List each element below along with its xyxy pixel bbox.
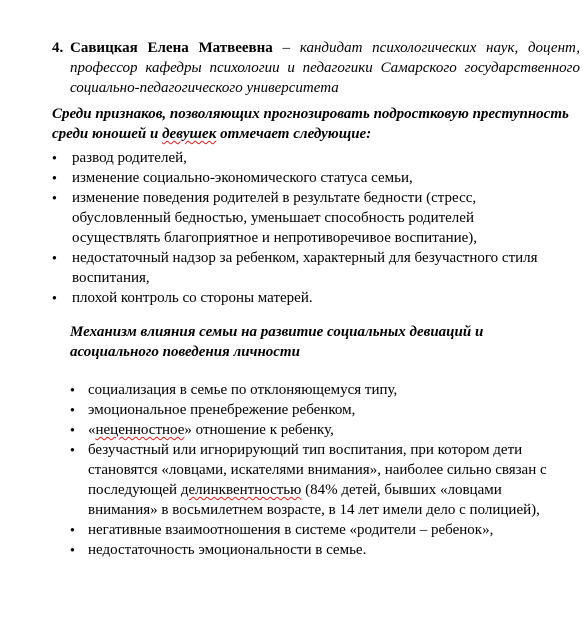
intro-paragraph <box>52 104 580 144</box>
list-item: ● развод родителей, <box>52 148 562 168</box>
list-item: ● плохой контроль со стороны матерей. <box>52 288 562 308</box>
list-item: ● изменение социально-экономического статуса семьи, <box>52 168 562 188</box>
risk-factors-list <box>52 148 562 308</box>
flagged-word: неценностное <box>95 422 185 438</box>
intro-part2: отмечает следующие: <box>216 126 372 142</box>
list-item: ● недостаточность эмоциональности в семье. <box>70 540 570 560</box>
author-name: Савицкая Елена Матвеевна <box>70 40 273 56</box>
intro-flagged-word: девушек <box>162 126 217 142</box>
list-item: ● социализация в семье по отклоняющемуся типу, <box>70 380 570 400</box>
section-heading: Механизм влияния семьи на развитие социальных девиаций и асоциального поведения личности <box>70 324 484 360</box>
list-item-after: (84% детей, бывших «ловцами внимания» в восьмилетнем возрасте, в 14 лет имели дело с полицией), <box>88 482 540 518</box>
quote-open: « <box>88 422 96 438</box>
author-entry-text <box>70 38 580 98</box>
flagged-word: делинквентностью <box>180 482 302 498</box>
mechanism-list <box>70 380 570 560</box>
list-item: ● негативные взаимоотношения в системе «родители – ребенок», <box>70 520 570 540</box>
list-item <box>70 440 570 520</box>
list-item <box>70 420 570 440</box>
intro-part1: Среди признаков, позволяющих прогнозировать подростковую преступность среди юношей и <box>52 106 569 142</box>
author-description: кандидат психологических наук, доцент, профессор кафедры психологии и педагогики Самарского государственного социально-педагогического университета <box>70 40 580 96</box>
list-item-rest: » отношение к ребенку, <box>184 422 334 438</box>
list-item-before: безучастный или игнорирующий тип воспитания, при котором дети становятся «ловцами, искателями внимания», наиболее сильно связан с последующей <box>88 442 547 498</box>
list-item: ● эмоциональное пренебрежение ребенком, <box>70 400 570 420</box>
list-number: 4. <box>52 40 64 56</box>
list-item: ● недостаточный надзор за ребенком, характерный для безучастного стиля воспитания, <box>52 248 562 288</box>
author-dash: – <box>272 40 300 56</box>
author-entry <box>52 38 580 98</box>
list-item: ● изменение поведения родителей в результате бедности (стресс, обусловленный бедностью, уменьшает способность родителей осуществлять благоприятное и непротиворечивое воспитание), <box>52 188 562 248</box>
